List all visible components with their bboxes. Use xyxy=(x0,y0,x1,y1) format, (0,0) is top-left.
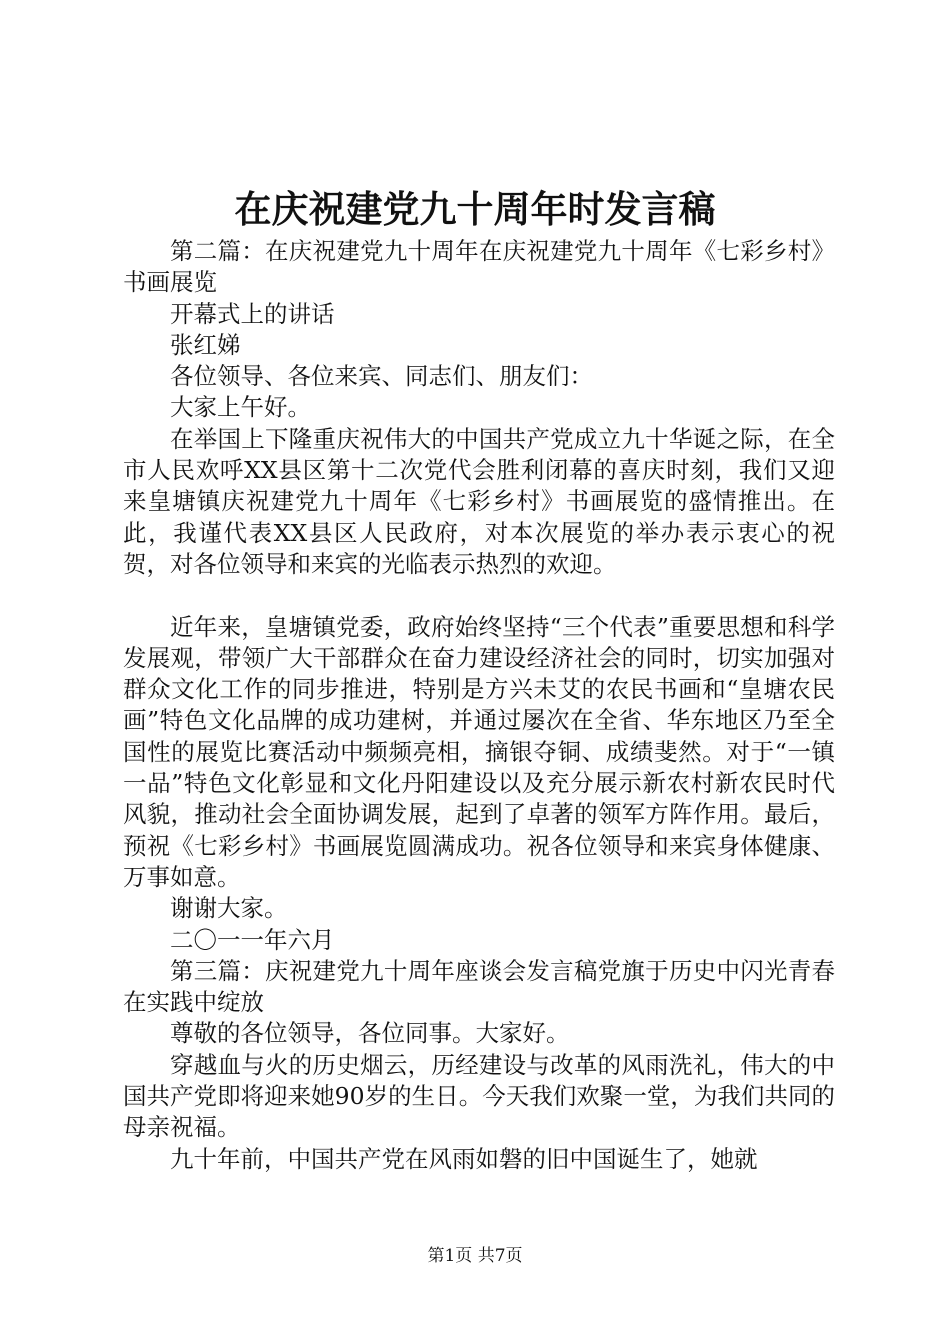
paragraph: 二〇一一年六月 xyxy=(170,925,335,954)
paragraph: 第二篇：在庆祝建党九十周年在庆祝建党九十周年《七彩乡村》书画展览 xyxy=(123,237,835,297)
paragraph: 张红娣 xyxy=(170,330,241,359)
document-body xyxy=(123,236,835,1175)
paragraph: 在举国上下隆重庆祝伟大的中国共产党成立九十华诞之际，在全市人民欢呼XX县区第十二次党代会胜利闭幕的喜庆时刻，我们又迎来皇塘镇庆祝建党九十周年《七彩乡村》书画展览的盛情推出。在此，我谨代表XX县区人民政府，对本次展览的举办表示衷心的祝贺，对各位领导和来宾的光临表示热烈的欢迎。 xyxy=(123,424,835,578)
paragraph: 九十年前，中国共产党在风雨如磐的旧中国诞生了，她就 xyxy=(170,1144,758,1173)
paragraph: 第三篇：庆祝建党九十周年座谈会发言稿党旗于历史中闪光青春在实践中绽放 xyxy=(123,956,835,1017)
paragraph: 穿越血与火的历史烟云，历经建设与改革的风雨洗礼，伟大的中国共产党即将迎来她90岁的生日。今天我们欢聚一堂，为我们共同的母亲祝福。 xyxy=(123,1050,835,1142)
paragraph: 近年来，皇塘镇党委，政府始终坚持“三个代表”重要思想和科学发展观，带领广大干部群众在奋力建设经济社会的同时，切实加强对群众文化工作的同步推进，特别是方兴未艾的农民书画和“皇塘农民画”特色文化品牌的成功建树，并通过屡次在全省、华东地区乃至全国性的展览比赛活动中频频亮相，摘银夺铜、成绩斐然。对于“一镇一品”特色文化彰显和文化丹阳建设以及充分展示新农村新农民时代风貌，推动社会全面协调发展，起到了卓著的领军方阵作用。最后，预祝《七彩乡村》书画展览圆满成功。祝各位领导和来宾身体健康、万事如意。 xyxy=(123,612,835,891)
paragraph: 大家上午好。 xyxy=(170,393,311,422)
paragraph: 尊敬的各位领导，各位同事。大家好。 xyxy=(170,1019,570,1048)
page-indicator: 第1页 共7页 xyxy=(427,1246,523,1266)
paragraph: 开幕式上的讲话 xyxy=(170,299,335,328)
paragraph: 谢谢大家。 xyxy=(170,894,288,923)
paragraph: 各位领导、各位来宾、同志们、朋友们： xyxy=(170,362,593,391)
document-title: 在庆祝建党九十周年时发言稿 xyxy=(234,188,716,231)
